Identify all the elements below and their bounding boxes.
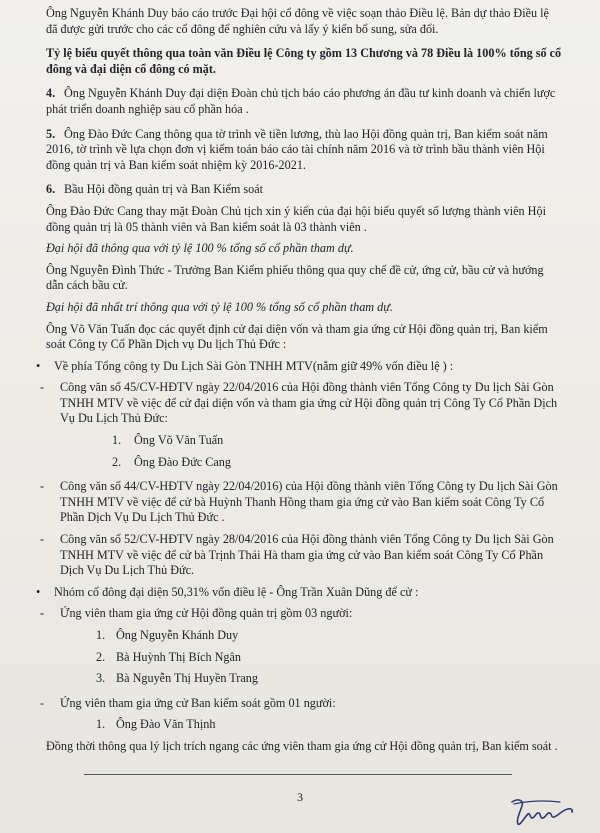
dash-text: Công văn số 52/CV-HĐTV ngày 28/04/2016 của Hội đồng thành viên Tổng Công ty Du lịch Sài Gòn TNHH MTV về việc để cử bà Trịnh Thái Hà tham gia ứng cử vào Ban kiểm soát Công Ty Cổ Phần Dịch Vụ Du Lịch Thủ Đức.: [60, 532, 554, 578]
dash-icon: -: [40, 380, 45, 395]
item-6: [46, 182, 562, 198]
list-item: [112, 433, 562, 449]
list-item: [96, 650, 562, 666]
paragraph-election-rules: Ông Nguyễn Đình Thức - Trưởng Ban Kiểm phiếu thông qua quy chế đề cử, ứng cử, bầu cử và hướng dẫn cách bầu cử.: [46, 262, 544, 293]
bullet-item-corporation: [34, 359, 562, 375]
signature-icon: [508, 796, 576, 828]
bullet-icon: •: [36, 584, 41, 599]
list-item-text: Bà Huỳnh Thị Bích Ngân: [116, 649, 242, 664]
dash-text: Ứng viên tham gia ứng cử Ban kiểm soát gồm 01 người:: [60, 695, 336, 710]
item-4-number: 4.: [46, 86, 56, 101]
item-4: [46, 86, 562, 117]
paragraph-closing: Đồng thời thông qua lý lịch trích ngang các ứng viên tham gia ứng cử Hội đồng quản trị, Ban kiểm soát .: [46, 738, 558, 753]
paragraph-charter-vote: Tỷ lệ biểu quyết thông qua toàn văn Điều lệ Công ty gồm 13 Chương và 78 Điều là 100% tổng số cổ đông và đại diện cổ đông có mặt.: [46, 46, 562, 76]
dash-item-doc-44: [34, 479, 562, 526]
list-item-text: Ông Đào Văn Thịnh: [116, 717, 216, 732]
list-item: [96, 717, 562, 733]
dash-icon: -: [40, 695, 45, 710]
list-item-number: 3.: [96, 671, 106, 686]
dash-item-doc-45: [34, 380, 562, 427]
paragraph-vote-result-1: Đại hội đã thông qua với tỷ lệ 100 % tổng số cổ phần tham dự.: [46, 241, 354, 256]
dash-item-board-candidates: [34, 606, 562, 622]
dash-text: Công văn số 44/CV-HĐTV ngày 22/04/2016) của Hội đồng thành viên Tổng Công ty Du lịch Sài Gòn TNHH MTV về việc để cử bà Huỳnh Thanh Hồng tham gia ứng cử vào Ban kiểm soát Công Ty Cổ Phần Dịch Vụ Du Lịch Thủ Đức .: [60, 479, 558, 525]
paragraph-member-count: Ông Đào Đức Cang thay mặt Đoàn Chủ tịch xin ý kiến của đại hội biểu quyết số lượng thành viên Hội đồng quản trị là 05 thành viên và Ban kiểm soát là 03 thành viên .: [46, 203, 546, 234]
bullet-text: Nhóm cổ đông đại diện 50,31% vốn điều lệ - Ông Trần Xuân Dũng để cử :: [54, 584, 419, 599]
paragraph-charter-report: Ông Nguyễn Khánh Duy báo cáo trước Đại hội cổ đông về việc soạn thảo Điều lệ. Bản dự thảo Điều lệ đã được gửi trước cho các cổ đông để nghiên cứu và lấy ý kiến bổ sung, sửa đổi.: [46, 6, 549, 36]
list-item-text: Ông Nguyễn Khánh Duy: [116, 628, 239, 642]
item-5: [46, 127, 562, 174]
bullet-text: Về phía Tổng công ty Du Lịch Sài Gòn TNHH MTV(nắm giữ 49% vốn điều lệ ) :: [54, 358, 454, 373]
item-6-number: 6.: [46, 182, 56, 197]
dash-text: Công văn số 45/CV-HĐTV ngày 22/04/2016 của Hội đồng thành viên Tổng Công ty Du lịch Sài Gòn TNHH MTV về việc để cử đại diện vốn và tham gia ứng cử Hội đồng quản trị Công Ty Cổ Phần Dịch Vụ Du Lịch Thủ Đức:: [60, 380, 558, 426]
item-5-number: 5.: [46, 126, 56, 141]
dash-text: Ứng viên tham gia ứng cử Hội đồng quản trị gồm 03 người:: [60, 606, 353, 621]
footer-divider: [84, 774, 512, 775]
dash-item-supervisory-candidates: [34, 696, 562, 712]
list-item-number: 1.: [96, 717, 106, 732]
item-6-text: Bầu Hội đồng quản trị và Ban Kiểm soát: [64, 182, 264, 197]
dash-icon: -: [40, 479, 45, 494]
list-item-number: 2.: [96, 649, 106, 664]
bullet-icon: •: [36, 358, 41, 373]
dash-icon: -: [40, 532, 45, 547]
list-item: [112, 455, 562, 471]
list-item: [96, 628, 562, 644]
item-4-text: Ông Nguyễn Khánh Duy đại diện Đoàn chủ tịch báo cáo phương án đầu tư kinh doanh và chiến lược phát triển doanh nghiệp sau cổ phần hóa .: [46, 86, 556, 116]
dash-item-doc-52: [34, 532, 562, 579]
bullet-item-shareholder-group: [34, 585, 562, 601]
list-item-text: Ông Võ Văn Tuấn: [134, 433, 224, 448]
list-item-text: Bà Nguyễn Thị Huyền Trang: [116, 671, 258, 686]
paragraph-nomination-intro: Ông Võ Văn Tuấn đọc các quyết định cử đại diện vốn và tham gia ứng cử Hội đồng quản trị, Ban kiểm soát Công ty Cổ Phần Dịch vụ Du lịch Thủ Đức :: [46, 321, 548, 352]
list-item-number: 2.: [112, 454, 122, 469]
list-item: [96, 671, 562, 687]
list-item-number: 1.: [112, 433, 122, 448]
item-5-text: Ông Đào Đức Cang thông qua tờ trình về tiền lương, thù lao Hội đồng quản trị, Ban kiểm soát năm 2016, tờ trình về lựa chọn đơn vị kiểm toán báo cáo tài chính năm 2016 và tờ trình bầu thành viên Hội đồng quản trị và Ban kiểm soát nhiệm kỳ 2016-2021.: [46, 126, 548, 172]
page-number: 3: [297, 790, 303, 804]
dash-icon: -: [40, 606, 45, 621]
list-item-number: 1.: [96, 628, 106, 642]
list-item-text: Ông Đào Đức Cang: [134, 454, 231, 469]
document-body: [36, 6, 562, 755]
paragraph-vote-result-2: Đại hội đã nhất trí thông qua với tỷ lệ 100 % tổng số cổ phần tham dự.: [46, 299, 393, 314]
